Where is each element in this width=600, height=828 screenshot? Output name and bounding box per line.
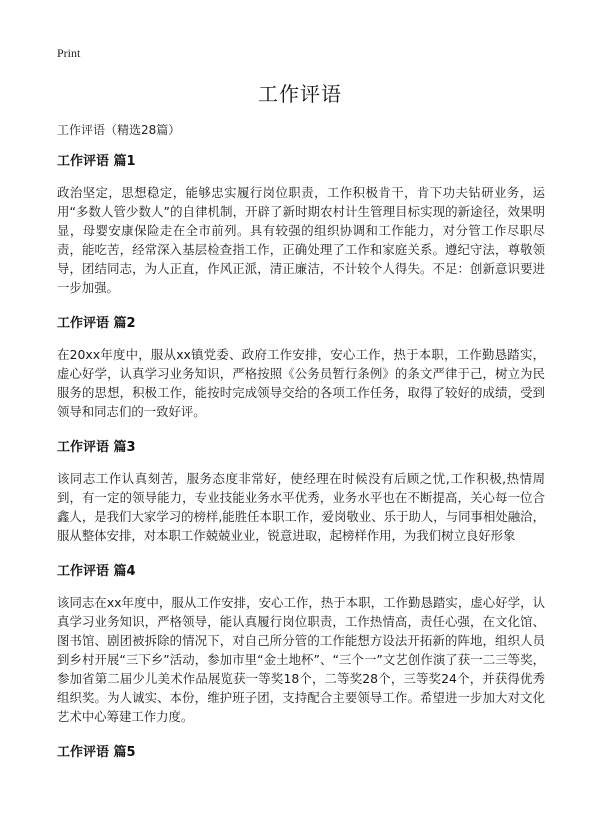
section-3 <box>57 436 545 545</box>
section-5 <box>57 741 545 760</box>
sections-container <box>57 150 545 774</box>
section-heading: 工作评语 篇2 <box>57 316 136 331</box>
section-body: 该同志在xx年度中，服从工作安排，安心工作，热于本职，工作勤恳踏实，虚心好学，认真学习业务知识，严格领导，能认真履行岗位职责，工作热情高，责任心强，在文化馆、图书馆、剧团被拆除的情况下，对自己所分管的工作能想方设法开拓新的阵地，组织人员到乡村开展“三下乡”活动，参加市里“金土地杯”、“三个一”文艺创作演了获一二三等奖，参加省第二届少儿美术作品展览获一等奖18个，二等奖28个，三等奖24个，并获得优秀组织奖。为人诚实、本份，维护班子团，支持配合主要领导工作。希望进一步加大对文化艺术中心筹建工作力度。 <box>57 595 545 724</box>
document-subtitle: 工作评语（精选28篇） <box>57 123 181 137</box>
section-4 <box>57 560 545 726</box>
section-heading: 工作评语 篇5 <box>57 745 136 760</box>
section-body: 政治坚定，思想稳定，能够忠实履行岗位职责，工作积极肯干，肯下功夫钻研业务，运用“多数人管少数人”的自律机制，开辟了新时期农村计生管理目标实现的新途径，效果明显，母婴安康保险走在全市前列。具有较强的组织协调和工作能力，对分管工作尽职尽责，能吃苦，经常深入基层检查指工作，正确处理了工作和家庭关系。遵纪守法，尊敬领导，团结同志，为人正直，作风正派，清正廉洁，不计较个人得失。不足：创新意识要进一步加强。 <box>57 185 545 295</box>
section-body: 该同志工作认真刻苦，服务态度非常好，使经理在时候没有后顾之忧,工作积极,热情周到，有一定的领导能力，专业技能业务水平优秀，业务水平也在不断提高，关心每一位合鑫人，是我们大家学习的榜样,能胜任本职工作，爱岗敬业、乐于助人，与同事相处融洽，服从整体安排，对本职工作兢兢业业，锐意进取，起榜样作用，为我们树立良好形象 <box>57 471 545 543</box>
page-title: 工作评语 <box>258 82 342 106</box>
print-label: Print <box>57 46 81 60</box>
section-1 <box>57 150 545 297</box>
section-2 <box>57 312 545 421</box>
section-heading: 工作评语 篇3 <box>57 440 136 455</box>
section-heading: 工作评语 篇4 <box>57 564 136 579</box>
section-body: 在20xx年度中，服从xx镇党委、政府工作安排，安心工作，热于本职，工作勤恳踏实，虚心好学，认真学习业务知识，严格按照《公务员暂行条例》的条文严律于己，树立为民服务的思想，积极工作，能按时完成领导交给的各项工作任务，取得了较好的成绩，受到领导和同志们的一致好评。 <box>57 347 545 419</box>
section-heading: 工作评语 篇1 <box>57 154 136 169</box>
